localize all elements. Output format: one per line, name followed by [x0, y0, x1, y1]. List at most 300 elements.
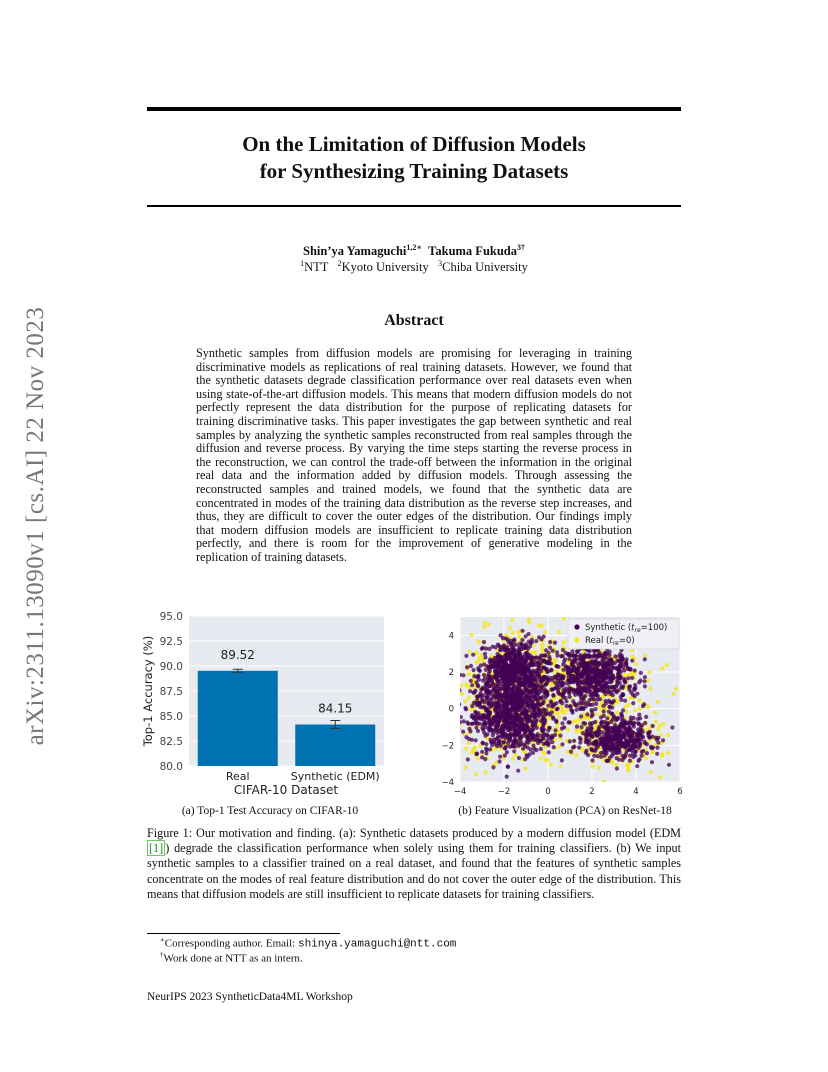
scatter-point [458, 673, 462, 677]
scatter-point [605, 651, 609, 655]
scatter-point [575, 730, 579, 734]
scatter-point [487, 623, 491, 627]
scatter-point [469, 679, 473, 683]
scatter-ytick-label: 0 [448, 704, 454, 715]
scatter-point [538, 657, 542, 661]
scatter-point [616, 716, 620, 720]
scatter-point [488, 729, 492, 733]
bar-real [198, 671, 278, 766]
scatter-point [503, 695, 507, 699]
scatter-point [539, 703, 543, 707]
abstract-body: Synthetic samples from diffusion models are promising for leveraging in training discriminative models as replications of real training datasets. However, we found that the synthetic datasets degrade classification performance over real datasets even when using state-of-the-art diffusion models. This means that modern diffusion models do not perfectly represent the data distribution for the purpose of replicating datasets for training discriminative tasks. This paper investigates the gap between synthetic and real samples by analyzing the synthetic samples reconstructed from real samples through the diffusion and reverse process. By varying the time steps starting the reverse process in the reconstruction, we can control the trade-off between the information in the original real data and the information added by diffusion models. Through assessing the reconstructed samples and trained models, we found that the synthetic data are concentrated in modes of the training data distribution as the reverse step increases, and thus, they are difficult to cover the outer edges of the distribution. Our findings imply that modern diffusion models are insufficient to replicate training data distribution perfectly, and there is room for the improvement of generative modeling in the replication of training datasets. [196, 346, 632, 564]
scatter-point [525, 702, 529, 706]
scatter-point [591, 741, 595, 745]
scatter-point [576, 688, 580, 692]
scatter-point [524, 708, 528, 712]
scatter-point [483, 677, 487, 681]
scatter-point [536, 661, 540, 665]
scatter-point [590, 735, 594, 739]
scatter-point [476, 684, 480, 688]
legend-marker-real [574, 637, 579, 642]
scatter-point [561, 707, 565, 711]
bar-xlabel: CIFAR-10 Dataset [233, 783, 339, 797]
scatter-point [609, 740, 613, 744]
scatter-point [584, 751, 588, 755]
scatter-point [478, 701, 482, 705]
scatter-point [484, 722, 488, 726]
scatter-point [496, 655, 500, 659]
scatter-point [510, 688, 514, 692]
scatter-point [491, 721, 495, 725]
scatter-point [618, 662, 622, 666]
scatter-xtick-label: −4 [453, 787, 467, 797]
scatter-point [501, 636, 505, 640]
scatter-point [562, 640, 566, 644]
scatter-point [570, 649, 574, 653]
scatter-point [497, 698, 501, 702]
scatter-point [536, 732, 540, 736]
scatter-point [550, 735, 554, 739]
scatter-point [497, 739, 501, 743]
scatter-point [661, 738, 665, 742]
scatter-point [511, 757, 515, 761]
scatter-point [487, 716, 491, 720]
scatter-point [531, 728, 535, 732]
scatter-point [628, 759, 632, 763]
scatter-point [461, 730, 465, 734]
scatter-point [476, 695, 480, 699]
scatter-point [557, 630, 561, 634]
scatter-point [524, 651, 528, 655]
author-line [147, 242, 681, 259]
scatter-point [577, 745, 581, 749]
scatter-point [585, 712, 589, 716]
bar-ytick-label: 80.0 [159, 761, 183, 773]
scatter-point [621, 708, 625, 712]
scatter-point [618, 733, 622, 737]
bar-value-label: 89.52 [220, 647, 255, 662]
scatter-point [523, 766, 527, 770]
scatter-point [566, 669, 570, 673]
scatter-point [496, 702, 500, 706]
scatter-point [467, 672, 471, 676]
scatter-point [482, 700, 486, 704]
scatter-point [613, 661, 617, 665]
scatter-ytick-label: −2 [441, 741, 454, 752]
scatter-point [490, 664, 494, 668]
scatter-point [510, 659, 514, 663]
scatter-point [481, 686, 485, 690]
scatter-point [649, 770, 653, 774]
scatter-point [589, 726, 593, 730]
footnote-email[interactable]: shinya.yamaguchi@ntt.com [297, 938, 457, 951]
scatter-point [623, 699, 627, 703]
bar-ylabel: Top-1 Accuracy (%) [141, 635, 155, 747]
scatter-point [626, 676, 630, 680]
scatter-point [621, 692, 625, 696]
scatter-point [638, 716, 642, 720]
scatter-point [602, 709, 606, 713]
scatter-point [562, 617, 566, 621]
scatter-point [672, 692, 676, 696]
scatter-point [621, 686, 625, 690]
scatter-point [602, 658, 606, 662]
footnote-rule [147, 933, 340, 934]
scatter-point [498, 755, 502, 759]
scatter-point [585, 728, 589, 732]
scatter-point [517, 647, 521, 651]
scatter-point [645, 751, 649, 755]
scatter-point [578, 736, 582, 740]
scatter-point [660, 666, 664, 670]
scatter-point [548, 646, 552, 650]
scatter-point [551, 703, 555, 707]
scatter-point [470, 722, 474, 726]
scatter-point [469, 664, 473, 668]
scatter-point [572, 745, 576, 749]
scatter-point [583, 722, 587, 726]
scatter-point [482, 625, 486, 629]
legend-label-real: Real $(t_{re}=0)$ [585, 636, 635, 647]
scatter-point [543, 630, 547, 634]
scatter-point [595, 698, 599, 702]
scatter-point [514, 654, 518, 658]
scatter-point [526, 679, 530, 683]
scatter-point [485, 690, 489, 694]
scatter-point [511, 631, 515, 635]
scatter-point [540, 685, 544, 689]
scatter-point [522, 718, 526, 722]
scatter-point [636, 759, 640, 763]
scatter-point [553, 728, 557, 732]
scatter-point [604, 736, 608, 740]
scatter-point [635, 764, 639, 768]
scatter-point [584, 663, 588, 667]
scatter-point [628, 726, 632, 730]
scatter-point [643, 675, 647, 679]
bar-ytick-label: 90.0 [159, 661, 183, 673]
scatter-point [600, 721, 604, 725]
scatter-point [494, 727, 498, 731]
figure-caption [147, 826, 681, 902]
scatter-point [505, 671, 509, 675]
scatter-point [530, 738, 534, 742]
scatter-point [503, 667, 507, 671]
scatter-point [459, 715, 463, 719]
scatter-point [643, 721, 647, 725]
scatter-point [594, 702, 598, 706]
scatter-point [527, 618, 531, 622]
scatter-point [575, 676, 579, 680]
scatter-point [554, 686, 558, 690]
scatter-point [595, 667, 599, 671]
scatter-point [464, 707, 468, 711]
scatter-point [537, 739, 541, 743]
scatter-point [527, 662, 531, 666]
scatter-point [619, 675, 623, 679]
scatter-point [499, 687, 503, 691]
scatter-point [604, 751, 608, 755]
scatter-point [512, 638, 516, 642]
scatter-point [579, 662, 583, 666]
scatter-point [633, 708, 637, 712]
scatter-point [610, 754, 614, 758]
scatter-point [655, 738, 659, 742]
scatter-point [541, 654, 545, 658]
footnote-2-text: Work done at NTT as an intern. [163, 952, 303, 965]
bar-value-label: 84.15 [318, 701, 353, 716]
scatter-point [528, 684, 532, 688]
affiliation-3: Chiba University [442, 260, 528, 275]
scatter-point [602, 687, 606, 691]
scatter-point [575, 708, 579, 712]
scatter-point [537, 674, 541, 678]
scatter-point [497, 720, 501, 724]
scatter-point [521, 671, 525, 675]
scatter-point [553, 658, 557, 662]
scatter-point [606, 690, 610, 694]
scatter-point [464, 699, 468, 703]
scatter-point [558, 673, 562, 677]
scatter-point [560, 721, 564, 725]
scatter-point [512, 699, 516, 703]
scatter-point [460, 692, 464, 696]
scatter-point [513, 708, 517, 712]
scatter-point [566, 720, 570, 724]
scatter-point [633, 754, 637, 758]
scatter-point [501, 710, 505, 714]
scatter-point [455, 675, 459, 679]
scatter-point [539, 756, 543, 760]
scatter-point [590, 714, 594, 718]
scatter-point [470, 633, 474, 637]
scatter-point [482, 640, 486, 644]
scatter-point [581, 731, 585, 735]
scatter-ytick-label: 2 [448, 668, 454, 678]
author-2-sup: 3† [517, 243, 525, 252]
scatter-point [573, 703, 577, 707]
scatter-point [524, 642, 528, 646]
scatter-point [542, 717, 546, 721]
footnote-1-mark: ∗ [160, 936, 165, 944]
scatter-point [534, 639, 538, 643]
scatter-point [506, 764, 510, 768]
citation-link[interactable]: [1] [149, 841, 164, 856]
scatter-point [620, 713, 624, 717]
scatter-point [527, 690, 531, 694]
scatter-point [530, 638, 534, 642]
scatter-point [545, 693, 549, 697]
arxiv-stamp-text: arXiv:2311.13090v1 [cs.AI] 22 Nov 2023 [22, 306, 49, 746]
scatter-point [600, 663, 604, 667]
scatter-point [477, 640, 481, 644]
scatter-point [648, 686, 652, 690]
scatter-point [548, 726, 552, 730]
scatter-point [599, 751, 603, 755]
scatter-point [560, 682, 564, 686]
scatter-point [504, 689, 508, 693]
scatter-point [560, 742, 564, 746]
scatter-point [549, 762, 553, 766]
scatter-point [540, 624, 544, 628]
scatter-point [517, 756, 521, 760]
scatter-point [534, 714, 538, 718]
scatter-point [492, 737, 496, 741]
scatter-point [519, 705, 523, 709]
scatter-point [650, 760, 654, 764]
scatter-point [521, 655, 525, 659]
footnote-1 [160, 936, 456, 951]
scatter-point [521, 693, 525, 697]
scatter-point [557, 692, 561, 696]
scatter-point [541, 659, 545, 663]
scatter-point [622, 719, 626, 723]
scatter-point [625, 657, 629, 661]
scatter-point [613, 748, 617, 752]
scatter-point [454, 667, 458, 671]
scatter-point [512, 729, 516, 733]
scatter-point [531, 751, 535, 755]
scatter-point [541, 695, 545, 699]
scatter-point [510, 692, 514, 696]
scatter-point [606, 730, 610, 734]
scatter-point [571, 680, 575, 684]
scatter-point [479, 663, 483, 667]
scatter-point [589, 747, 593, 751]
scatter-point [512, 665, 516, 669]
scatter-point [550, 740, 554, 744]
scatter-point [472, 668, 476, 672]
scatter-point [651, 724, 655, 728]
scatter-point [612, 699, 616, 703]
scatter-point [526, 726, 530, 730]
scatter-point [617, 758, 621, 762]
scatter-point [623, 726, 627, 730]
scatter-point [546, 734, 550, 738]
scatter-point [591, 694, 595, 698]
abstract-heading: Abstract [384, 312, 444, 329]
scatter-point [566, 682, 570, 686]
scatter-point [464, 654, 468, 658]
scatter-point [564, 699, 568, 703]
scatter-point [578, 741, 582, 745]
paper-title [147, 131, 681, 185]
scatter-point [510, 618, 514, 622]
scatter-point [488, 711, 492, 715]
scatter-point [597, 766, 601, 770]
scatter-point [611, 732, 615, 736]
scatter-point [601, 743, 605, 747]
scatter-point [491, 733, 495, 737]
scatter-point [581, 688, 585, 692]
scatter-point [508, 728, 512, 732]
scatter-point [626, 768, 630, 772]
bar-ytick-label: 95.0 [159, 611, 183, 623]
scatter-point [506, 741, 510, 745]
scatter-point [505, 775, 509, 779]
scatter-point [560, 726, 564, 730]
scatter-point [471, 653, 475, 657]
scatter-point [593, 661, 597, 665]
scatter-point [592, 754, 596, 758]
aff-1-sup: 1 [300, 259, 305, 268]
bar-ytick-label: 82.5 [159, 736, 183, 748]
scatter-point [519, 739, 523, 743]
scatter-point [550, 710, 554, 714]
scatter-point [511, 673, 515, 677]
scatter-point [507, 676, 511, 680]
scatter-point [502, 643, 506, 647]
scatter-point [523, 757, 527, 761]
scatter-point [491, 700, 495, 704]
scatter-point [479, 714, 483, 718]
scatter-point [629, 739, 633, 743]
scatter-point [637, 713, 641, 717]
scatter-point [470, 683, 474, 687]
scatter-point [656, 700, 660, 704]
scatter-point [539, 679, 543, 683]
scatter-point [643, 657, 647, 661]
scatter-point [576, 650, 580, 654]
scatter-point [503, 648, 507, 652]
scatter-point [618, 739, 622, 743]
scatter-point [513, 753, 517, 757]
scatter-point [491, 682, 495, 686]
scatter-point [594, 730, 598, 734]
scatter-point [530, 655, 534, 659]
scatter-point [595, 682, 599, 686]
scatter-point [640, 754, 644, 758]
footnote-1-text: Corresponding author. Email: [164, 937, 298, 950]
scatter-point [563, 657, 567, 661]
scatter-point [643, 684, 647, 688]
scatter-point [514, 695, 518, 699]
scatter-point [607, 710, 611, 714]
scatter-point [610, 760, 614, 764]
scatter-point [530, 671, 534, 675]
scatter-point [467, 696, 471, 700]
scatter-point [501, 676, 505, 680]
scatter-point [642, 702, 646, 706]
scatter-point [481, 741, 485, 745]
scatter-point [655, 746, 659, 750]
scatter-point [517, 744, 521, 748]
scatter-point [536, 697, 540, 701]
scatter-point [547, 678, 551, 682]
scatter-point [483, 757, 487, 761]
scatter-point [457, 702, 461, 706]
scatter-point [612, 714, 616, 718]
scatter-point [639, 678, 643, 682]
scatter-point [524, 634, 528, 638]
scatter-point [507, 665, 511, 669]
scatter-point [626, 743, 630, 747]
scatter-point [440, 722, 443, 726]
scatter-point [472, 701, 476, 705]
scatter-point [621, 754, 625, 758]
scatter-point [605, 716, 609, 720]
scatter-point [539, 747, 543, 751]
scatter-point [610, 706, 614, 710]
scatter-point [503, 746, 507, 750]
scatter-point [444, 693, 448, 697]
scatter-point [579, 714, 583, 718]
scatter-point [575, 753, 579, 757]
figure-caption-part-2: ) degrade the classification performance when solely using them for training classifiers. (b) We input synthetic samples to a classifier trained on a real dataset, and found that the features of synthetic samples concentrate on the modes of real feature distribution and do not cover the outer edge of the distribution. This means that diffusion models are still insufficient to replicate datasets for training classifiers. [147, 841, 681, 901]
scatter-point [552, 745, 556, 749]
scatter-point [632, 725, 636, 729]
scatter-point [540, 666, 544, 670]
